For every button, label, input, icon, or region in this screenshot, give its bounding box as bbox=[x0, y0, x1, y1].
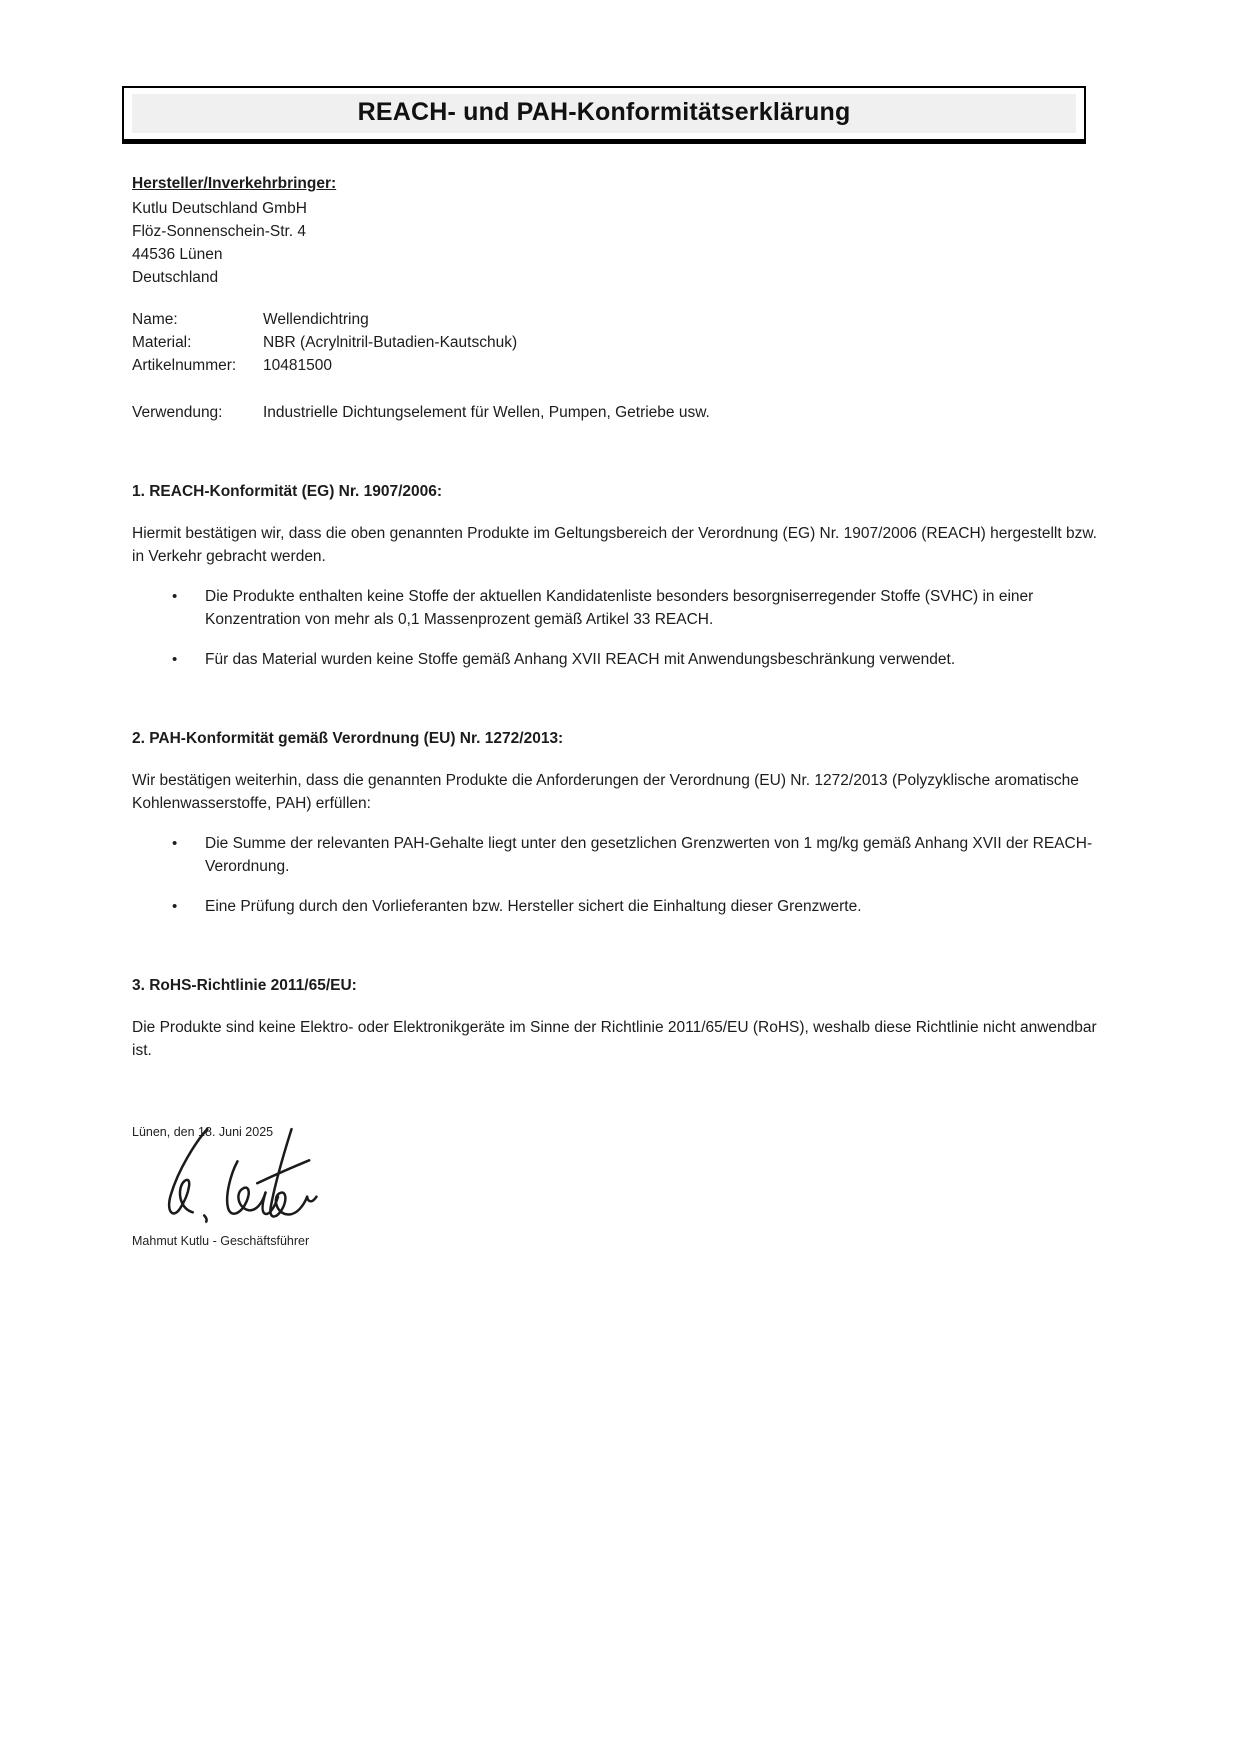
manufacturer-block bbox=[132, 172, 1110, 289]
section-rohs-heading: 3. RoHS-Richtlinie 2011/65/EU: bbox=[132, 977, 357, 994]
product-usage-row bbox=[132, 401, 1110, 424]
product-block bbox=[132, 308, 1110, 424]
product-material-value: NBR (Acrylnitril-Butadien-Kautschuk) bbox=[263, 334, 518, 351]
section-reach-heading: 1. REACH-Konformität (EG) Nr. 1907/2006: bbox=[132, 483, 443, 500]
title-banner-inner bbox=[132, 94, 1076, 133]
bullet-text: Eine Prüfung durch den Vorlieferanten bzw. Hersteller sichert die Einhaltung dieser Grenzwerte. bbox=[205, 898, 862, 915]
section-rohs-paragraph: Die Produkte sind keine Elektro- oder Elektronikgeräte im Sinne der Richtlinie 2011/65/EU (RoHS), weshalb diese Richtlinie nicht anwendbar ist. bbox=[132, 1019, 1097, 1059]
product-articlenumber-label: Artikelnummer: bbox=[132, 357, 237, 374]
section-pah-bullets bbox=[132, 832, 1110, 918]
product-material-row bbox=[132, 331, 1110, 354]
bullet-item bbox=[132, 895, 1110, 918]
section-reach-paragraph: Hiermit bestätigen wir, dass die oben genannten Produkte im Geltungsbereich der Verordnung (EG) Nr. 1907/2006 (REACH) hergestellt bzw. in Verkehr gebracht werden. bbox=[132, 525, 1097, 565]
product-usage-label: Verwendung: bbox=[132, 404, 223, 421]
bullet-item bbox=[132, 648, 1110, 671]
product-name-value: Wellendichtring bbox=[263, 311, 369, 328]
bullet-marker bbox=[172, 832, 205, 878]
section-pah-heading: 2. PAH-Konformität gemäß Verordnung (EU) Nr. 1272/2013: bbox=[132, 730, 564, 747]
bullet-text: Für das Material wurden keine Stoffe gemäß Anhang XVII REACH mit Anwendungsbeschränkung verwendet. bbox=[205, 651, 956, 668]
section-pah bbox=[132, 727, 1110, 918]
product-name-row bbox=[132, 308, 1110, 331]
manufacturer-country: Deutschland bbox=[132, 269, 219, 286]
date-line: Lünen, den 18. Juni 2025 bbox=[132, 1125, 274, 1139]
bullet-text: Die Summe der relevanten PAH-Gehalte liegt unter den gesetzlichen Grenzwerten von 1 mg/kg gemäß Anhang XVII der REACH-Verordnung. bbox=[205, 835, 1093, 875]
section-rohs bbox=[132, 974, 1110, 1062]
section-pah-paragraph: Wir bestätigen weiterhin, dass die genannten Produkte die Anforderungen der Verordnung (EU) Nr. 1272/2013 (Polyzyklische aromatische Kohlenwasserstoffe, PAH) erfüllen: bbox=[132, 772, 1079, 812]
title-banner bbox=[122, 86, 1086, 144]
product-usage-value: Industrielle Dichtungselement für Wellen, Pumpen, Getriebe usw. bbox=[263, 404, 710, 421]
section-reach bbox=[132, 480, 1110, 671]
bullet-marker bbox=[172, 648, 205, 671]
signer-name: Mahmut Kutlu - Geschäftsführer bbox=[132, 1234, 310, 1248]
signature-block bbox=[132, 1124, 1110, 1249]
product-articlenumber-row bbox=[132, 354, 1110, 377]
product-name-label: Name: bbox=[132, 311, 178, 328]
manufacturer-city: 44536 Lünen bbox=[132, 246, 223, 263]
manufacturer-company: Kutlu Deutschland GmbH bbox=[132, 200, 307, 217]
manufacturer-street: Flöz-Sonnenschein-Str. 4 bbox=[132, 223, 307, 240]
section-reach-bullets bbox=[132, 585, 1110, 671]
bullet-text: Die Produkte enthalten keine Stoffe der aktuellen Kandidatenliste besonders besorgniserregender Stoffe (SVHC) in einer Konzentration von mehr als 0,1 Massenprozent gemäß Artikel 33 REACH. bbox=[205, 588, 1034, 628]
signature-image bbox=[148, 1126, 330, 1230]
manufacturer-heading: Hersteller/Inverkehrbringer: bbox=[132, 175, 337, 192]
product-articlenumber-value: 10481500 bbox=[263, 357, 332, 374]
bullet-marker bbox=[172, 585, 205, 631]
product-material-label: Material: bbox=[132, 334, 192, 351]
bullet-item bbox=[132, 585, 1110, 631]
bullet-item bbox=[132, 832, 1110, 878]
bullet-marker bbox=[172, 895, 205, 918]
page-title: REACH- und PAH-Konformitätserklärung bbox=[357, 98, 851, 126]
